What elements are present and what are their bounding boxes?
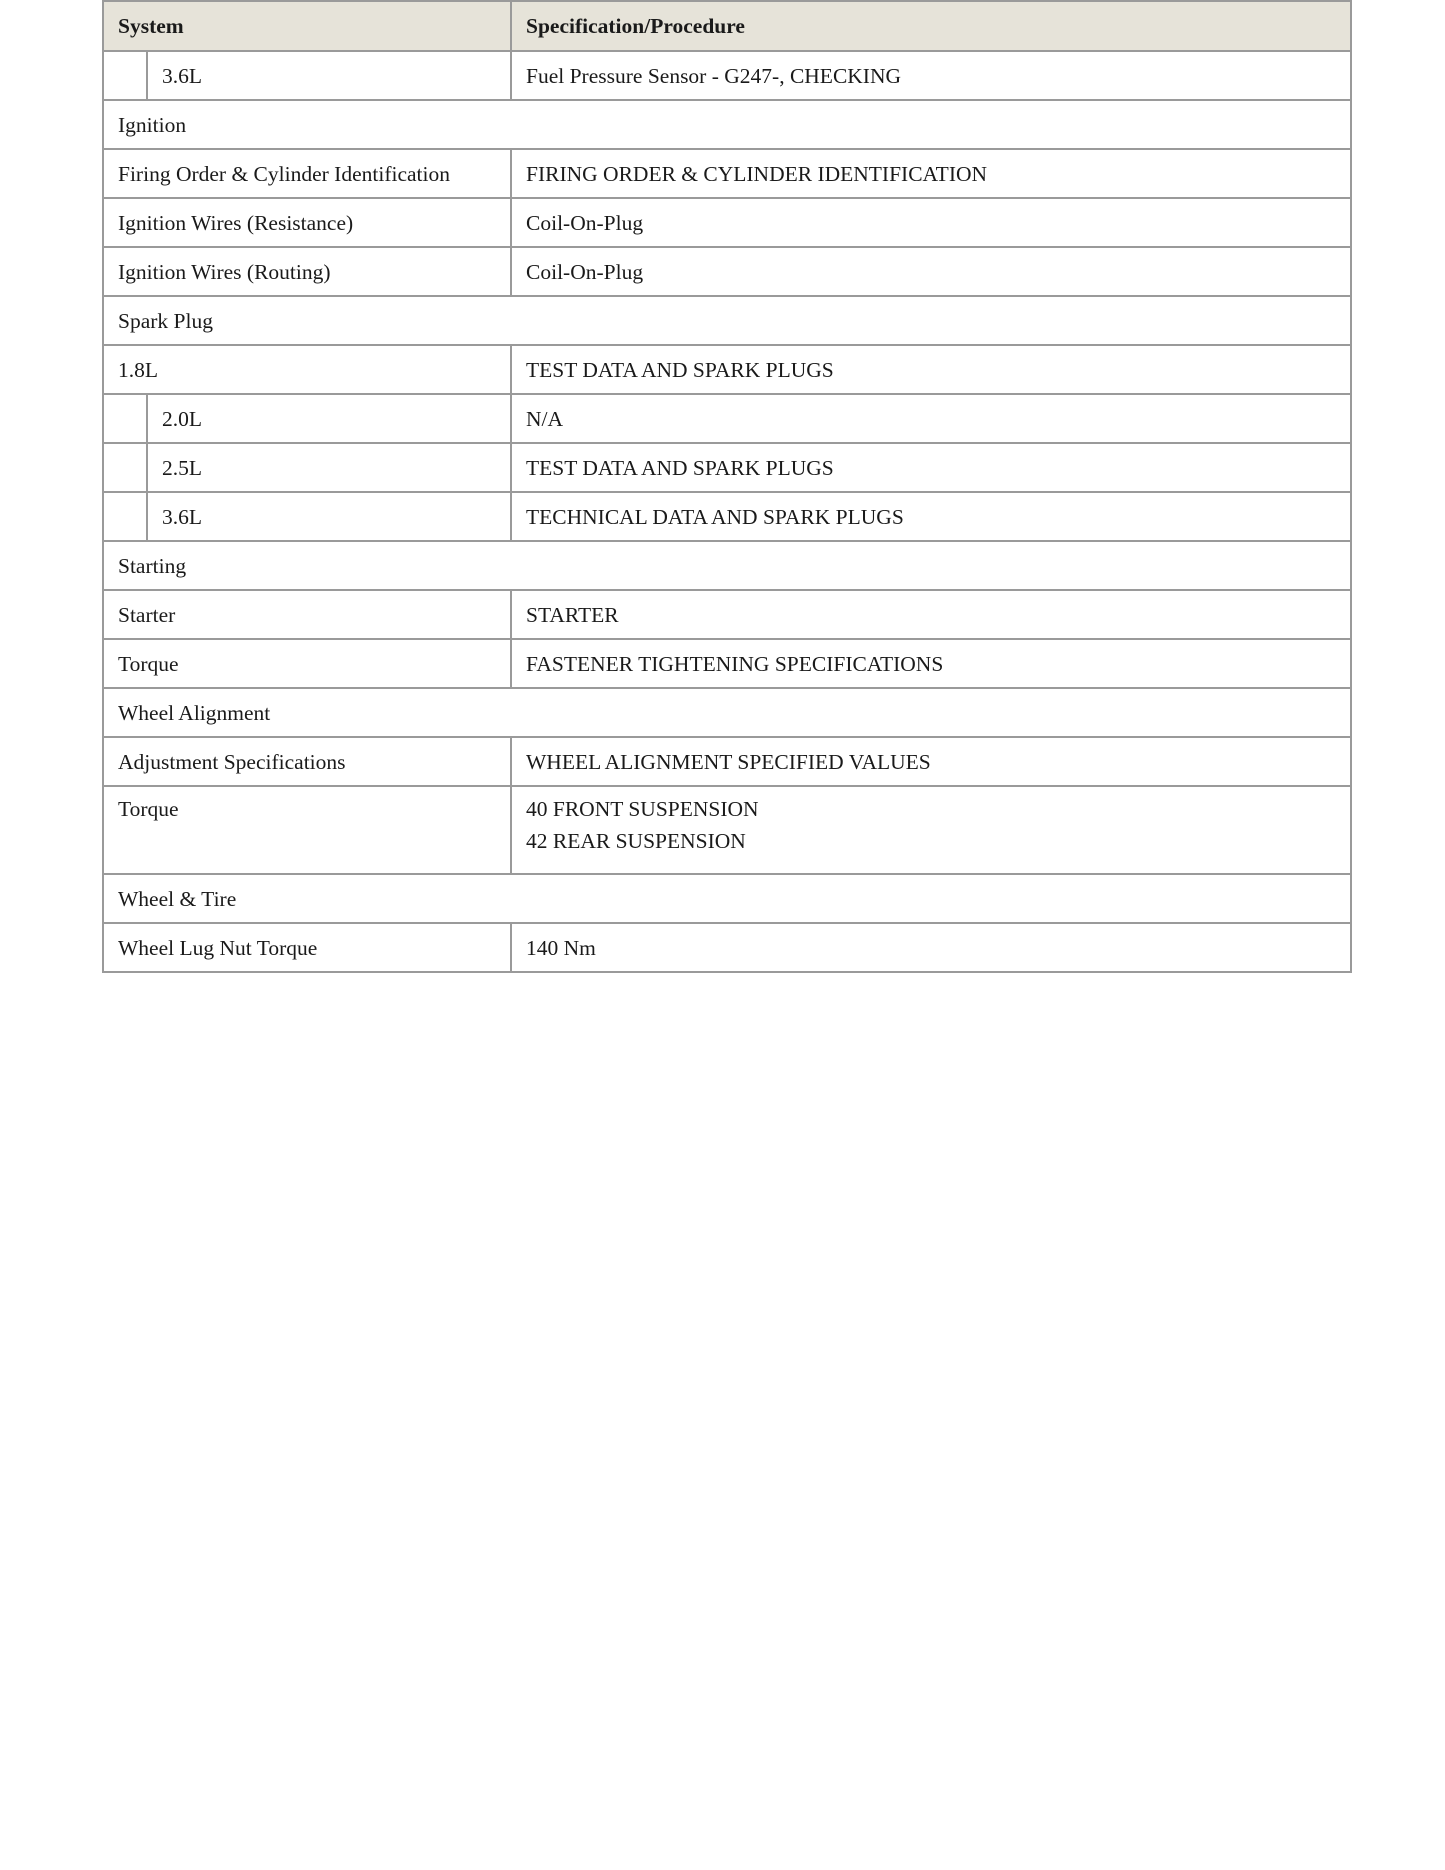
spec-cell: TECHNICAL DATA AND SPARK PLUGS	[511, 492, 1351, 541]
table-row	[103, 737, 1351, 786]
indent-spacer	[103, 51, 147, 100]
table-row	[103, 492, 1351, 541]
indent-spacer	[103, 492, 147, 541]
table-row	[103, 443, 1351, 492]
group-label: Wheel & Tire	[103, 874, 1351, 923]
spec-cell: N/A	[511, 394, 1351, 443]
spec-cell	[511, 786, 1351, 874]
group-row	[103, 296, 1351, 345]
group-row	[103, 100, 1351, 149]
spec-cell: FASTENER TIGHTENING SPECIFICATIONS	[511, 639, 1351, 688]
spec-cell: Coil-On-Plug	[511, 198, 1351, 247]
group-label: Starting	[103, 541, 1351, 590]
group-row	[103, 541, 1351, 590]
table-row	[103, 247, 1351, 296]
table-row	[103, 639, 1351, 688]
table-row	[103, 198, 1351, 247]
header-system: System	[103, 1, 511, 51]
table-row	[103, 923, 1351, 972]
spec-line: 42 REAR SUSPENSION	[526, 829, 746, 853]
spec-cell: TEST DATA AND SPARK PLUGS	[511, 345, 1351, 394]
spec-cell: 140 Nm	[511, 923, 1351, 972]
system-cell: Wheel Lug Nut Torque	[103, 923, 511, 972]
system-cell: 1.8L	[103, 345, 511, 394]
header-spec: Specification/Procedure	[511, 1, 1351, 51]
system-cell: Ignition Wires (Resistance)	[103, 198, 511, 247]
spec-cell: Fuel Pressure Sensor - G247-, CHECKING	[511, 51, 1351, 100]
spec-cell: Coil-On-Plug	[511, 247, 1351, 296]
table-row	[103, 51, 1351, 100]
system-cell: Torque	[103, 786, 511, 874]
system-cell: Firing Order & Cylinder Identification	[103, 149, 511, 198]
system-cell: 3.6L	[147, 492, 511, 541]
table-row	[103, 149, 1351, 198]
indent-spacer	[103, 443, 147, 492]
table-row	[103, 786, 1351, 874]
spec-line: 40 FRONT SUSPENSION	[526, 797, 759, 821]
group-row	[103, 688, 1351, 737]
spec-cell: FIRING ORDER & CYLINDER IDENTIFICATION	[511, 149, 1351, 198]
system-cell: Starter	[103, 590, 511, 639]
table-row	[103, 345, 1351, 394]
table-header-row	[103, 1, 1351, 51]
system-cell: 3.6L	[147, 51, 511, 100]
group-row	[103, 874, 1351, 923]
group-label: Wheel Alignment	[103, 688, 1351, 737]
system-cell: 2.5L	[147, 443, 511, 492]
system-cell: 2.0L	[147, 394, 511, 443]
indent-spacer	[103, 394, 147, 443]
spec-cell: WHEEL ALIGNMENT SPECIFIED VALUES	[511, 737, 1351, 786]
table-row	[103, 394, 1351, 443]
spec-cell: TEST DATA AND SPARK PLUGS	[511, 443, 1351, 492]
group-label: Spark Plug	[103, 296, 1351, 345]
group-label: Ignition	[103, 100, 1351, 149]
system-cell: Ignition Wires (Routing)	[103, 247, 511, 296]
system-cell: Torque	[103, 639, 511, 688]
system-cell: Adjustment Specifications	[103, 737, 511, 786]
table-row	[103, 590, 1351, 639]
spec-table	[102, 0, 1352, 973]
spec-cell: STARTER	[511, 590, 1351, 639]
